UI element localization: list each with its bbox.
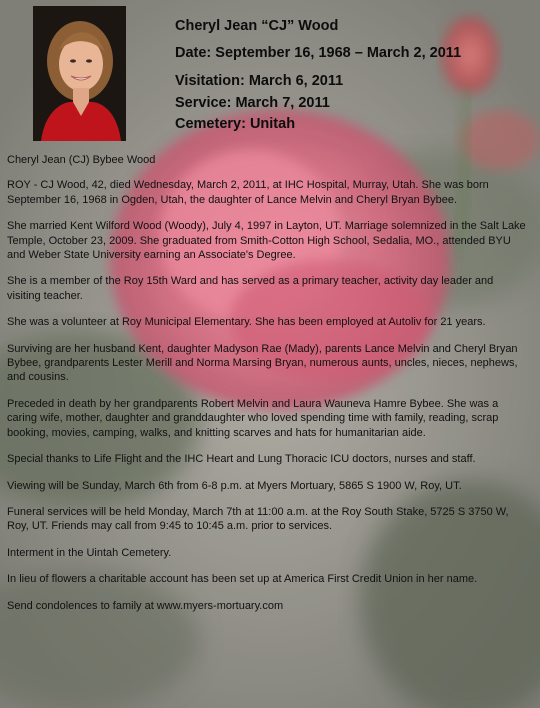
- obituary-header: [175, 18, 461, 133]
- paragraph-survivors: Surviving are her husband Kent, daughter Madyson Rae (Mady), parents Lance Melvin and Cheryl Bryan Bybee, grandparents Lester Merill and Norma Marsing Bryan, numerous aunts, uncles, nieces, nephews, and cousins.: [7, 342, 518, 384]
- paragraph-condolences: Send condolences to family at www.myers-mortuary.com: [7, 599, 284, 612]
- paragraph-preceded: Preceded in death by her grandparents Robert Melvin and Laura Wauneva Hamre Bybee. She was a caring wife, mother, daughter and granddaughter who loved spending time with family, reading, scrap booking, movies, camping, walks, and knitting scarves and hats for humanitarian aide.: [7, 397, 499, 439]
- full-name-line: Cheryl Jean (CJ) Bybee Wood: [7, 154, 156, 166]
- portrait-photo: [33, 6, 126, 141]
- obituary-body: [7, 153, 529, 625]
- deceased-name: Cheryl Jean “CJ” Wood: [175, 18, 339, 34]
- service-date: Service: March 7, 2011: [175, 95, 330, 111]
- paragraph-interment: Interment in the Uintah Cemetery.: [7, 546, 172, 559]
- visitation-date: Visitation: March 6, 2011: [175, 73, 344, 89]
- cemetery-name: Cemetery: Unitah: [175, 116, 296, 132]
- paragraph-work: She was a volunteer at Roy Municipal Elementary. She has been employed at Autoliv for 21 years.: [7, 316, 486, 329]
- paragraph-charity: In lieu of flowers a charitable account has been set up at America First Credit Union in her name.: [7, 573, 478, 586]
- paragraph-viewing: Viewing will be Sunday, March 6th from 6-8 p.m. at Myers Mortuary, 5865 S 1900 W, Roy, UT.: [7, 479, 462, 492]
- paragraph-thanks: Special thanks to Life Flight and the IHC Heart and Lung Thoracic ICU doctors, nurses and staff.: [7, 453, 476, 466]
- paragraph-funeral: Funeral services will be held Monday, March 7th at 11:00 a.m. at the Roy South Stake, 5725 S 3750 W, Roy, UT. Friends may call from 9:45 to 10:45 a.m. prior to services.: [7, 505, 509, 533]
- paragraph-marriage: She married Kent Wilford Wood (Woody), July 4, 1997 in Layton, UT. Marriage solemnized in the Salt Lake Temple, October 23, 2009. She graduated from Smith-Cotton High School, Sedalia, MO., attended BYU and Weber State University earning an Associate's Degree.: [7, 220, 526, 262]
- paragraph-birth: ROY - CJ Wood, 42, died Wednesday, March 2, 2011, at IHC Hospital, Murray, Utah. She was born September 16, 1968 in Ogden, Utah, the daughter of Lance Melvin and Cheryl Bryan Bybee.: [7, 179, 489, 206]
- life-dates: Date: September 16, 1968 – March 2, 2011: [175, 45, 462, 61]
- paragraph-church: She is a member of the Roy 15th Ward and has served as a primary teacher, activity day leader and visiting teacher.: [7, 275, 494, 302]
